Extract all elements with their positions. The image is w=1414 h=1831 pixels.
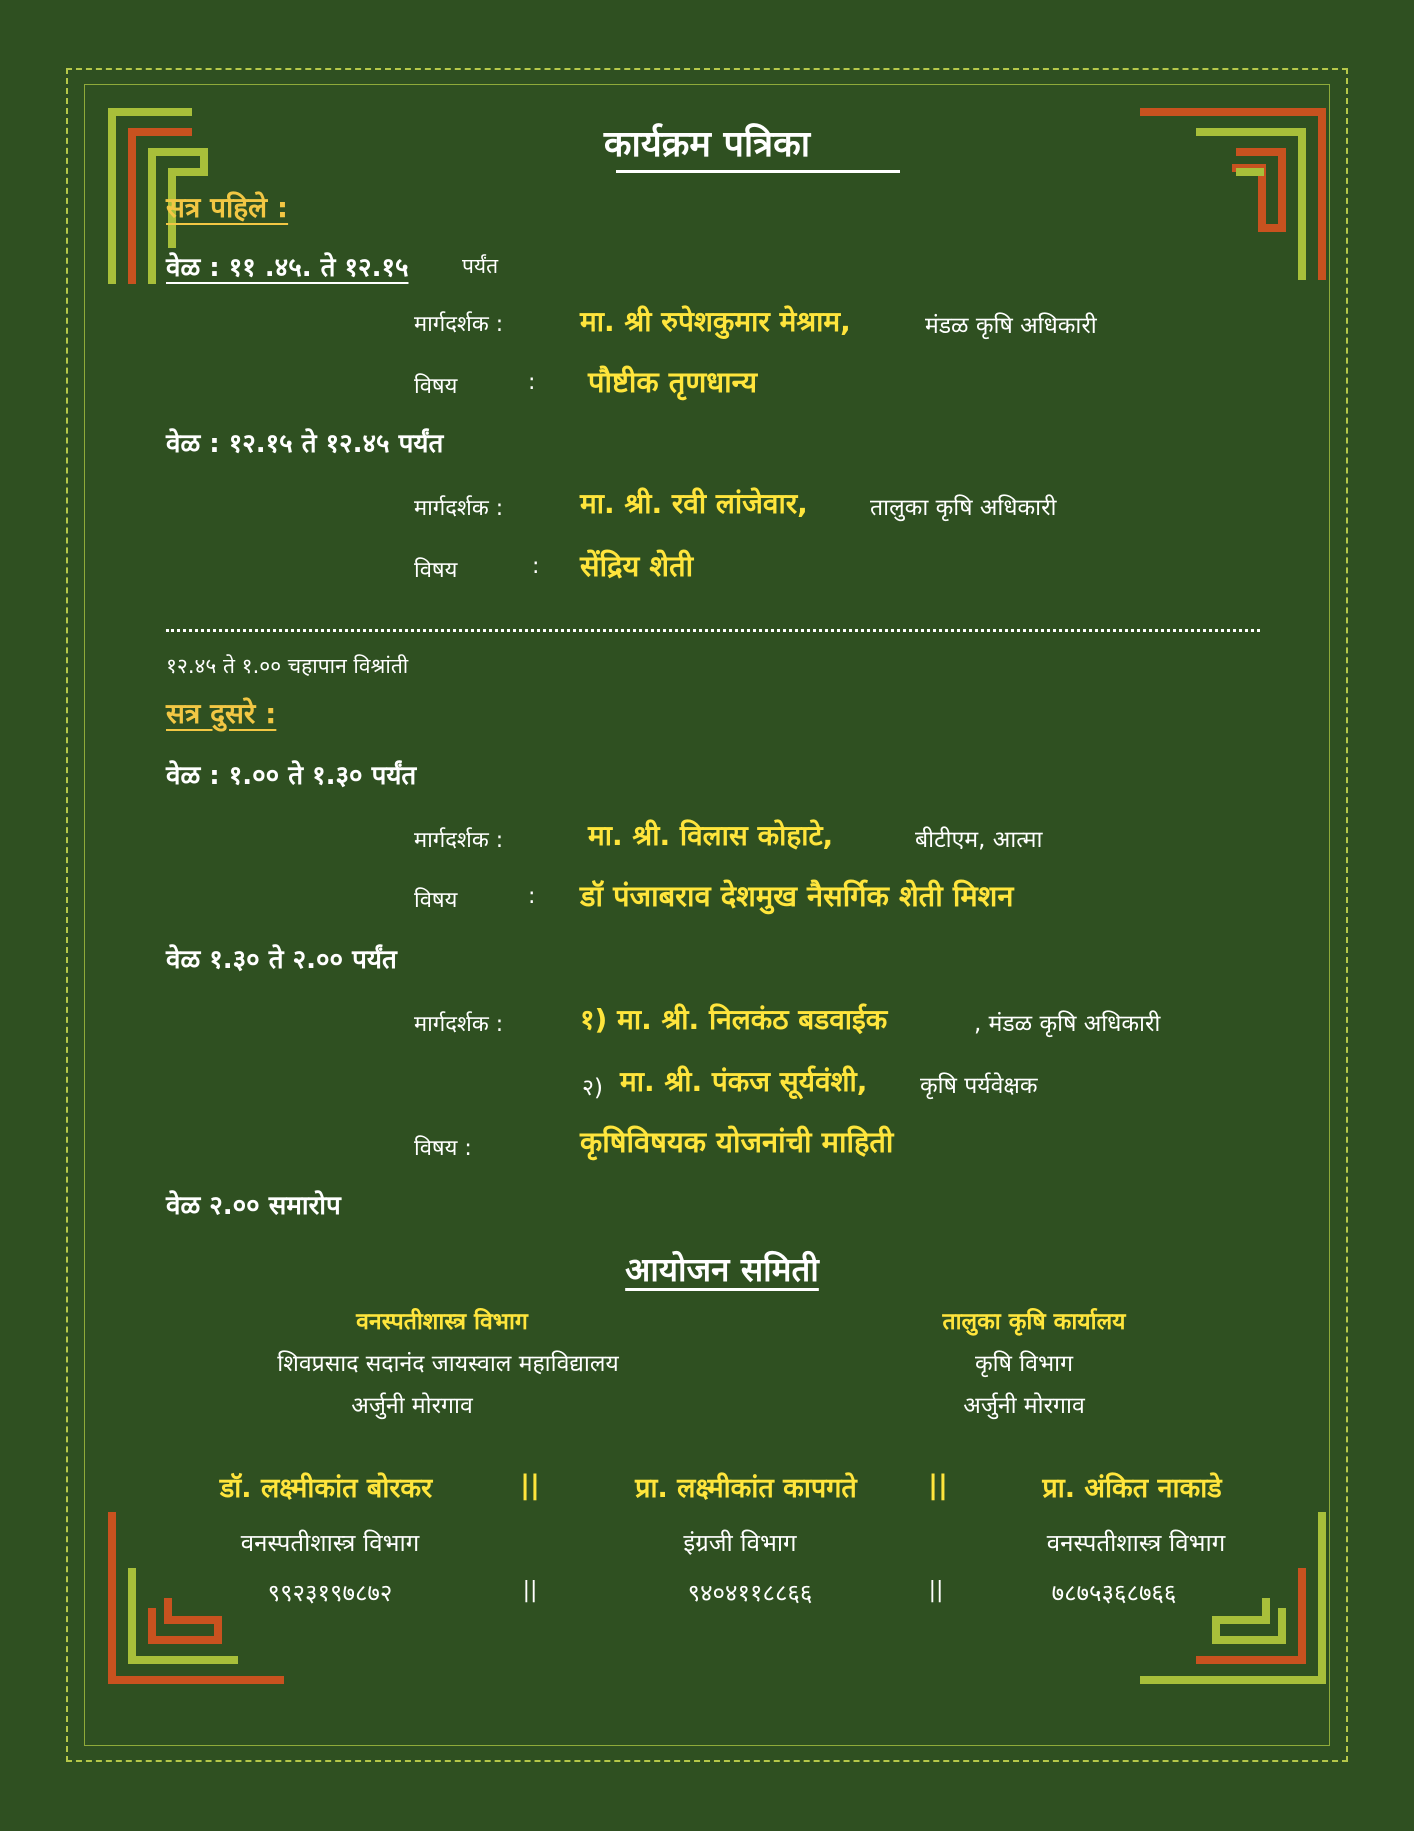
separator-phone-2: || <box>928 1578 944 1603</box>
session2-slot1-time: वेळ : १.०० ते १.३० पर्यंत <box>166 761 417 791</box>
person-1-name: डॉ. लक्ष्मीकांत बोरकर <box>219 1473 433 1504</box>
session1-slot1-time-suffix: पर्यंत <box>462 254 499 278</box>
session1-slot1-guide-name: मा. श्री रुपेशकुमार मेश्राम, <box>580 305 851 338</box>
session1-slot1-topic: पौष्टीक तृणधान्य <box>588 365 758 399</box>
title-underline <box>616 170 900 173</box>
session2-slot2-guide2-name: मा. श्री. पंकज सूर्यवंशी, <box>620 1065 868 1098</box>
person-3-dept: वनस्पतीशास्त्र विभाग <box>1046 1529 1226 1557</box>
session2-slot1-topic: डॉ पंजाबराव देशमुख नैसर्गिक शेती मिशन <box>580 879 1014 913</box>
person-1-phone: ९९२३१९७८७२ <box>267 1579 393 1607</box>
session1-slot2-guide-name: मा. श्री. रवी लांजेवार, <box>580 487 808 520</box>
session1-slot2-topic-label: विषय <box>414 558 458 583</box>
session2-slot2-guide2-designation: कृषि पर्यवेक्षक <box>920 1073 1038 1099</box>
separator-2: || <box>928 1470 948 1501</box>
committee-left-org: शिवप्रसाद सदानंद जायस्वाल महाविद्यालय <box>277 1351 619 1377</box>
session1-slot1-topic-label: विषय <box>414 374 458 399</box>
session2-heading: सत्र दुसरे : <box>166 697 277 730</box>
committee-right-place: अर्जुनी मोरगाव <box>963 1393 1085 1419</box>
session2-slot1-guide-name: मा. श्री. विलास कोहाटे, <box>588 819 834 852</box>
session1-slot1-time: वेळ : ११ .४५. ते १२.१५ <box>166 253 409 283</box>
session1-slot2-guide-designation: तालुका कृषि अधिकारी <box>870 495 1057 521</box>
session2-slot1-guide-designation: बीटीएम, आत्मा <box>915 827 1043 853</box>
committee-left-place: अर्जुनी मोरगाव <box>351 1393 473 1419</box>
session2-slot2-topic: कृषिविषयक योजनांची माहिती <box>580 1125 894 1159</box>
person-2-dept: इंग्रजी विभाग <box>683 1529 797 1557</box>
closing-time: वेळ २.०० समारोप <box>166 1191 341 1221</box>
committee-heading: आयोजन समिती <box>625 1250 819 1289</box>
session1-heading: सत्र पहिले : <box>166 191 289 224</box>
session2-slot1-guide-label: मार्गदर्शक : <box>414 828 504 853</box>
session1-slot1-topic-colon: : <box>528 370 536 395</box>
person-1-dept: वनस्पतीशास्त्र विभाग <box>240 1529 420 1557</box>
session2-slot2-guide1-name: १) मा. श्री. निलकंठ बडवाईक <box>580 1003 888 1036</box>
session2-slot1-topic-label: विषय <box>414 888 458 913</box>
session1-slot2-time: वेळ : १२.१५ ते १२.४५ पर्यंत <box>166 429 444 459</box>
corner-ornament-top-right <box>1136 108 1326 284</box>
session2-slot2-topic-label: विषय : <box>414 1136 472 1161</box>
session1-slot2-topic: सेंद्रिय शेती <box>580 549 694 583</box>
person-3-phone: ७८७५३६८७६६ <box>1051 1579 1177 1607</box>
dotted-divider <box>166 629 1260 632</box>
session1-slot2-topic-colon: : <box>532 554 540 579</box>
page-title: कार्यक्रम पत्रिका <box>603 124 811 165</box>
separator-1: || <box>520 1470 540 1501</box>
person-2-phone: ९४०४११८८६६ <box>687 1579 813 1607</box>
person-2-name: प्रा. लक्ष्मीकांत कापगते <box>635 1473 857 1504</box>
session2-slot1-topic-colon: : <box>528 884 536 909</box>
session2-slot2-guide2-number: २) <box>582 1075 603 1101</box>
session2-slot2-time: वेळ १.३० ते २.०० पर्यंत <box>166 945 397 975</box>
committee-right-dept: तालुका कृषि कार्यालय <box>942 1309 1126 1335</box>
session2-slot2-guide-label: मार्गदर्शक : <box>414 1012 504 1037</box>
session1-slot1-guide-designation: मंडळ कृषि अधिकारी <box>925 313 1097 339</box>
separator-phone-1: || <box>522 1578 538 1603</box>
session1-slot1-guide-label: मार्गदर्शक : <box>414 312 504 337</box>
committee-right-org: कृषि विभाग <box>974 1351 1074 1377</box>
committee-left-dept: वनस्पतीशास्त्र विभाग <box>356 1309 528 1335</box>
session1-slot2-guide-label: मार्गदर्शक : <box>414 496 504 521</box>
session2-slot2-guide1-designation: , मंडळ कृषि अधिकारी <box>974 1011 1161 1037</box>
tea-break: १२.४५ ते १.०० चहापान विश्रांती <box>166 654 409 678</box>
person-3-name: प्रा. अंकित नाकाडे <box>1042 1473 1222 1504</box>
